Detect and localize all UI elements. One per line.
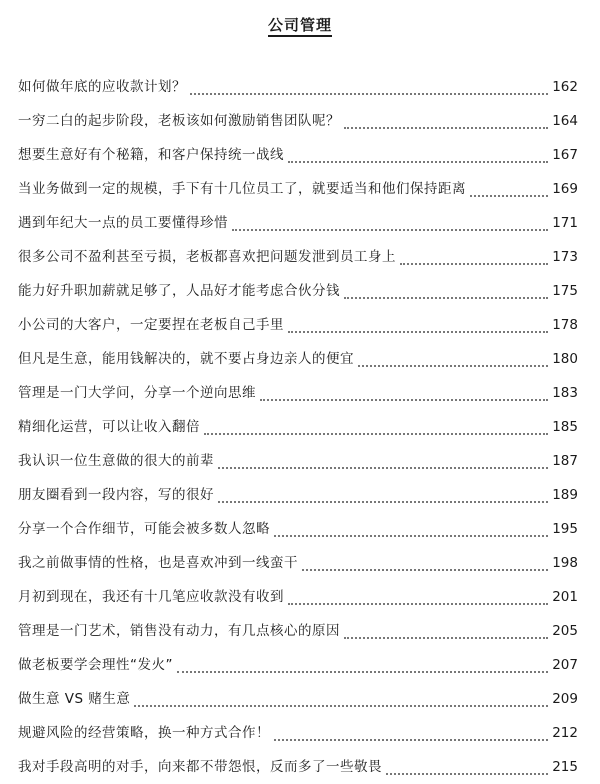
toc-entry[interactable] (18, 240, 578, 274)
table-of-contents (18, 70, 578, 784)
toc-entry-title: 朋友圈看到一段内容，写的很好 (18, 487, 214, 503)
toc-entry-page-number: 175 (552, 283, 578, 299)
toc-entry-page-number: 215 (552, 759, 578, 775)
toc-entry-page-number: 205 (552, 623, 578, 639)
toc-entry[interactable] (18, 172, 578, 206)
toc-dot-leader (177, 671, 548, 673)
toc-entry[interactable] (18, 376, 578, 410)
toc-entry[interactable] (18, 478, 578, 512)
toc-dot-leader (358, 365, 548, 367)
toc-dot-leader (190, 93, 548, 95)
toc-entry-title: 做老板要学会理性“发火” (18, 657, 173, 673)
toc-dot-leader (386, 773, 548, 775)
toc-entry-title: 遇到年纪大一点的员工要懂得珍惜 (18, 215, 228, 231)
toc-entry-page-number: 198 (552, 555, 578, 571)
toc-dot-leader (260, 399, 548, 401)
toc-dot-leader (288, 603, 548, 605)
toc-entry-page-number: 178 (552, 317, 578, 333)
toc-entry-page-number: 167 (552, 147, 578, 163)
toc-entry-page-number: 209 (552, 691, 578, 707)
toc-entry-title: 管理是一门艺术，销售没有动力，有几点核心的原因 (18, 623, 340, 639)
toc-entry[interactable] (18, 104, 578, 138)
toc-dot-leader (288, 331, 548, 333)
toc-entry-title: 想要生意好有个秘籍，和客户保持统一战线 (18, 147, 284, 163)
toc-entry[interactable] (18, 274, 578, 308)
toc-entry[interactable] (18, 444, 578, 478)
page-title-text: 公司管理 (268, 16, 332, 37)
toc-entry-page-number: 164 (552, 113, 578, 129)
toc-dot-leader (218, 467, 548, 469)
toc-entry-title: 但凡是生意，能用钱解决的，就不要占身边亲人的便宜 (18, 351, 354, 367)
toc-entry[interactable] (18, 682, 578, 716)
toc-entry[interactable] (18, 308, 578, 342)
toc-entry-title: 我之前做事情的性格，也是喜欢冲到一线蛮干 (18, 555, 298, 571)
toc-entry-page-number: 183 (552, 385, 578, 401)
toc-entry-title: 规避风险的经营策略，换一种方式合作！ (18, 725, 270, 741)
toc-dot-leader (470, 195, 548, 197)
toc-entry[interactable] (18, 716, 578, 750)
toc-entry-page-number: 169 (552, 181, 578, 197)
toc-dot-leader (134, 705, 548, 707)
toc-dot-leader (344, 637, 548, 639)
toc-entry[interactable] (18, 206, 578, 240)
toc-entry-title: 小公司的大客户，一定要捏在老板自己手里 (18, 317, 284, 333)
toc-entry[interactable] (18, 512, 578, 546)
toc-dot-leader (232, 229, 548, 231)
toc-entry-title: 我对手段高明的对手，向来都不带怨恨，反而多了一些敬畏 (18, 759, 382, 775)
toc-dot-leader (274, 535, 548, 537)
toc-entry[interactable] (18, 546, 578, 580)
toc-entry-title: 精细化运营，可以让收入翻倍 (18, 419, 200, 435)
toc-dot-leader (288, 161, 548, 163)
toc-entry-title: 如何做年底的应收款计划？ (18, 79, 186, 95)
toc-entry[interactable] (18, 410, 578, 444)
toc-entry[interactable] (18, 138, 578, 172)
toc-entry-page-number: 212 (552, 725, 578, 741)
toc-entry-title: 我认识一位生意做的很大的前辈 (18, 453, 214, 469)
toc-entry-title: 当业务做到一定的规模，手下有十几位员工了，就要适当和他们保持距离 (18, 181, 466, 197)
toc-dot-leader (218, 501, 548, 503)
toc-entry-page-number: 173 (552, 249, 578, 265)
toc-dot-leader (302, 569, 548, 571)
toc-entry-page-number: 195 (552, 521, 578, 537)
toc-dot-leader (274, 739, 548, 741)
toc-entry-title: 做生意 VS 赌生意 (18, 691, 131, 707)
toc-entry-page-number: 171 (552, 215, 578, 231)
toc-entry-title: 一穷二白的起步阶段，老板该如何激励销售团队呢？ (18, 113, 340, 129)
toc-entry[interactable] (18, 614, 578, 648)
toc-entry-page-number: 185 (552, 419, 578, 435)
toc-dot-leader (204, 433, 548, 435)
toc-entry-title: 能力好升职加薪就足够了，人品好才能考虑合伙分钱 (18, 283, 340, 299)
toc-entry[interactable] (18, 648, 578, 682)
toc-dot-leader (344, 297, 548, 299)
toc-entry[interactable] (18, 70, 578, 104)
toc-dot-leader (400, 263, 548, 265)
toc-entry-page-number: 180 (552, 351, 578, 367)
toc-entry-page-number: 201 (552, 589, 578, 605)
page-title (0, 14, 600, 35)
toc-entry-page-number: 189 (552, 487, 578, 503)
toc-entry-page-number: 187 (552, 453, 578, 469)
toc-entry-title: 月初到现在，我还有十几笔应收款没有收到 (18, 589, 284, 605)
toc-dot-leader (344, 127, 548, 129)
toc-entry-page-number: 207 (552, 657, 578, 673)
toc-entry[interactable] (18, 750, 578, 784)
toc-entry-title: 分享一个合作细节，可能会被多数人忽略 (18, 521, 270, 537)
toc-entry-title: 很多公司不盈利甚至亏损，老板都喜欢把问题发泄到员工身上 (18, 249, 396, 265)
toc-entry-title: 管理是一门大学问，分享一个逆向思维 (18, 385, 256, 401)
toc-entry[interactable] (18, 342, 578, 376)
toc-entry[interactable] (18, 580, 578, 614)
toc-entry-page-number: 162 (552, 79, 578, 95)
